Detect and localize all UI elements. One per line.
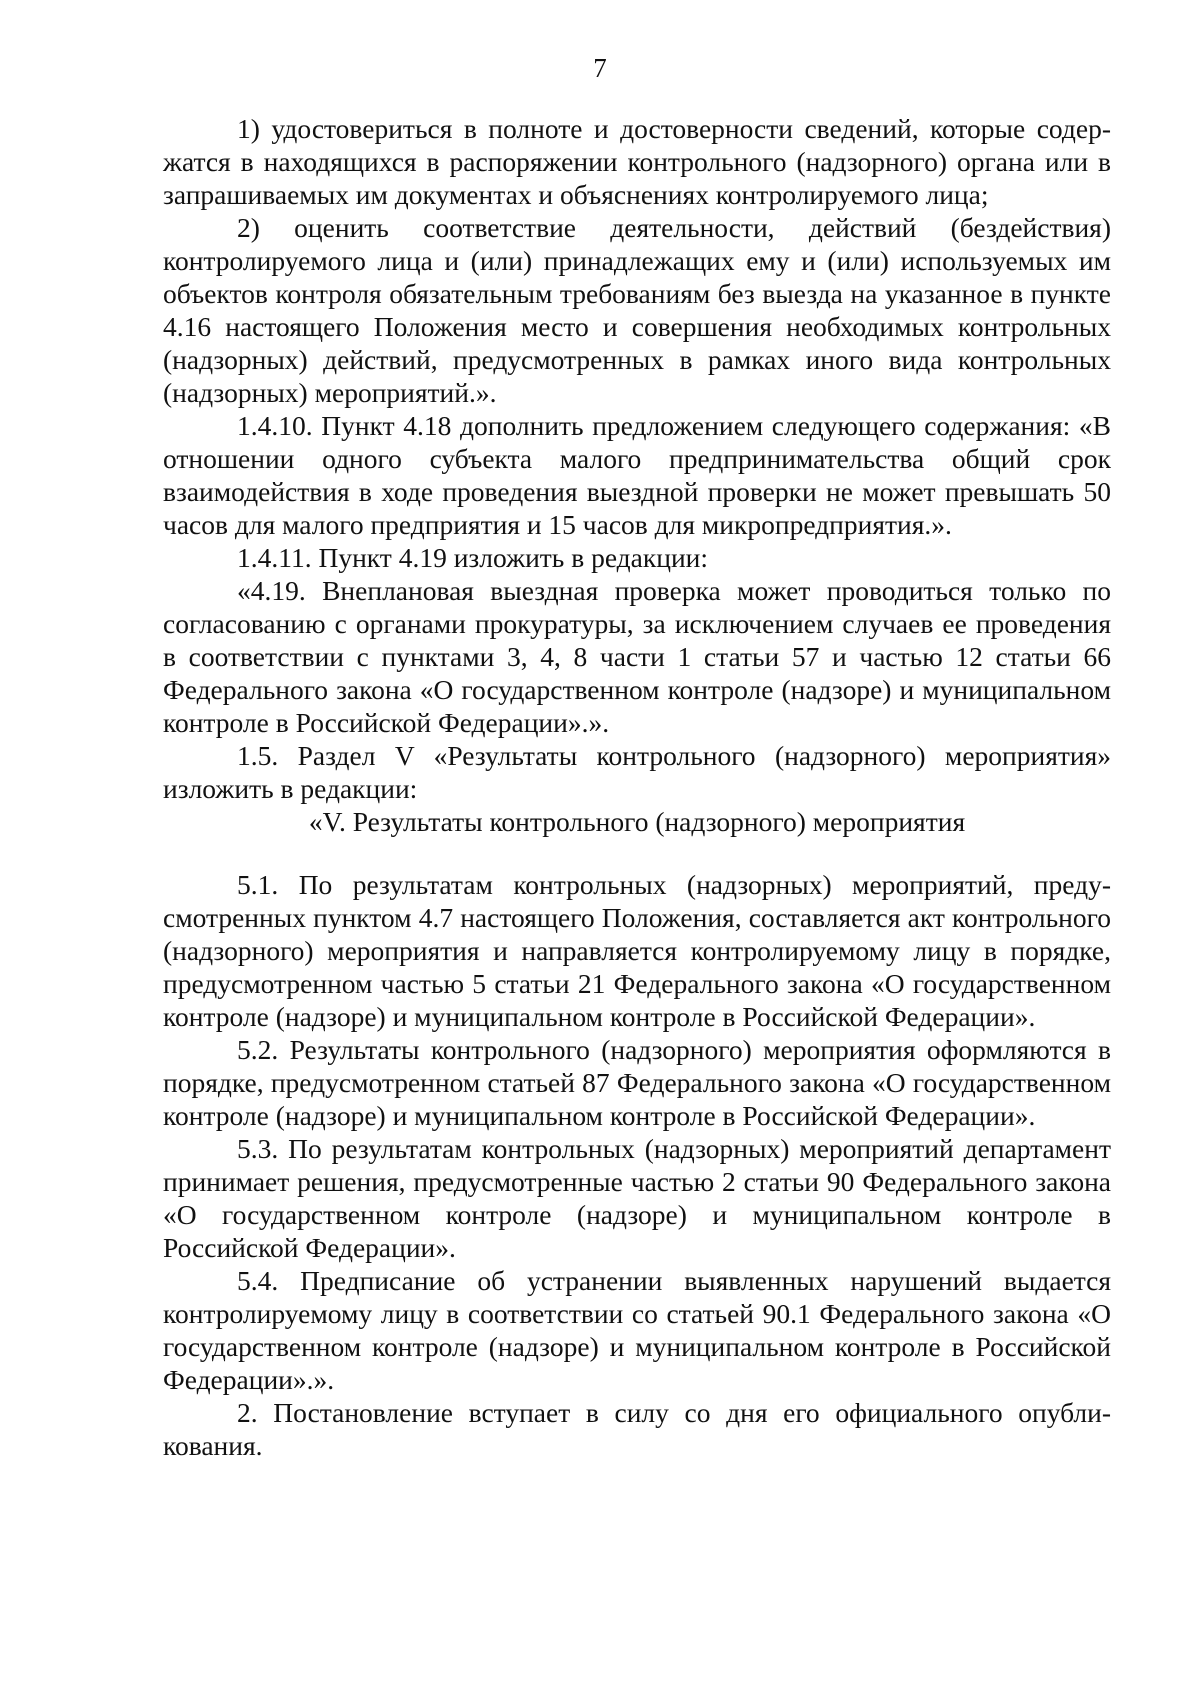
paragraph-clause-1-4-10: 1.4.10. Пункт 4.18 дополнить предложением следующего содержания: «В отношении одного субъекта малого предпринимательства общий срок взаимодействия в ходе проведения выездной проверки не может превышать 50 часов для малого предприятия и 15 часов для микропредприятия.». [163,410,1111,540]
paragraph-item-2: 2) оценить соответствие деятельности, действий (бездействия) контролируемого лица и (или) принадлежащих ему и (или) используемых им объектов контроля обязательным требованиям без выезда на указанное в пункте 4.16 настоящего Положения место и совершения необходимых контрольных (надзорных) действий, предусмотренных в рамках иного вида контрольных (надзорных) мероприятий.». [163,212,1111,408]
section-heading: «V. Результаты контрольного (надзорного) мероприятия [308,806,966,837]
paragraph-clause-5-1: 5.1. По результатам контрольных (надзорных) мероприятий, предусмотренных пунктом 4.7 настоящего Положения, составляется акт контрольного (надзорного) мероприятия и направляется контролируемому лицу в порядке, предусмотренном частью 5 статьи 21 Федерального закона «О государственном контроле (надзоре) и муниципальном контроле в Российской Федерации». [163,869,1111,1032]
document-body [163,112,1111,1462]
paragraph-clause-5-4: 5.4. Предписание об устранении выявленных нарушений выдается контролируемому лицу в соответствии со статьей 90.1 Федерального закона «О государственном контроле (надзоре) и муниципальном контроле в Российской Федерации».». [163,1265,1111,1395]
paragraph-item-1: 1) удостовериться в полноте и достоверности сведений, которые содержатся в находящихся в распоряжении контрольного (надзорного) органа или в запрашиваемых им документах и объяснениях контролируемого лица; [163,113,1111,210]
paragraph-clause-5-2: 5.2. Результаты контрольного (надзорного) мероприятия оформляются в порядке, предусмотренном статьей 87 Федерального закона «О государственном контроле (надзоре) и муниципальном контроле в Российской Федерации». [163,1034,1111,1131]
paragraph-clause-5-3: 5.3. По результатам контрольных (надзорных) мероприятий департамент принимает решения, предусмотренные частью 2 статьи 90 Федерального закона «О государственном контроле (надзоре) и муниципальном контроле в Российской Федерации». [163,1133,1111,1263]
paragraph-clause-1-5: 1.5. Раздел V «Результаты контрольного (надзорного) мероприятия» изложить в редакции: [163,740,1111,804]
paragraph-clause-2: 2. Постановление вступает в силу со дня его официального опубликования. [163,1397,1111,1461]
paragraph-clause-4-19: «4.19. Внеплановая выездная проверка может проводиться только по согласованию с органами прокуратуры, за исключением случаев ее проведения в соответствии с пунктами 3, 4, 8 части 1 статьи 57 и частью 12 статьи 66 Федерального закона «О государственном контроле (надзоре) и муниципальном контроле в Российской Федерации».». [163,575,1111,738]
page-number: 7 [593,53,607,83]
paragraph-clause-1-4-11: 1.4.11. Пункт 4.19 изложить в редакции: [237,542,709,573]
